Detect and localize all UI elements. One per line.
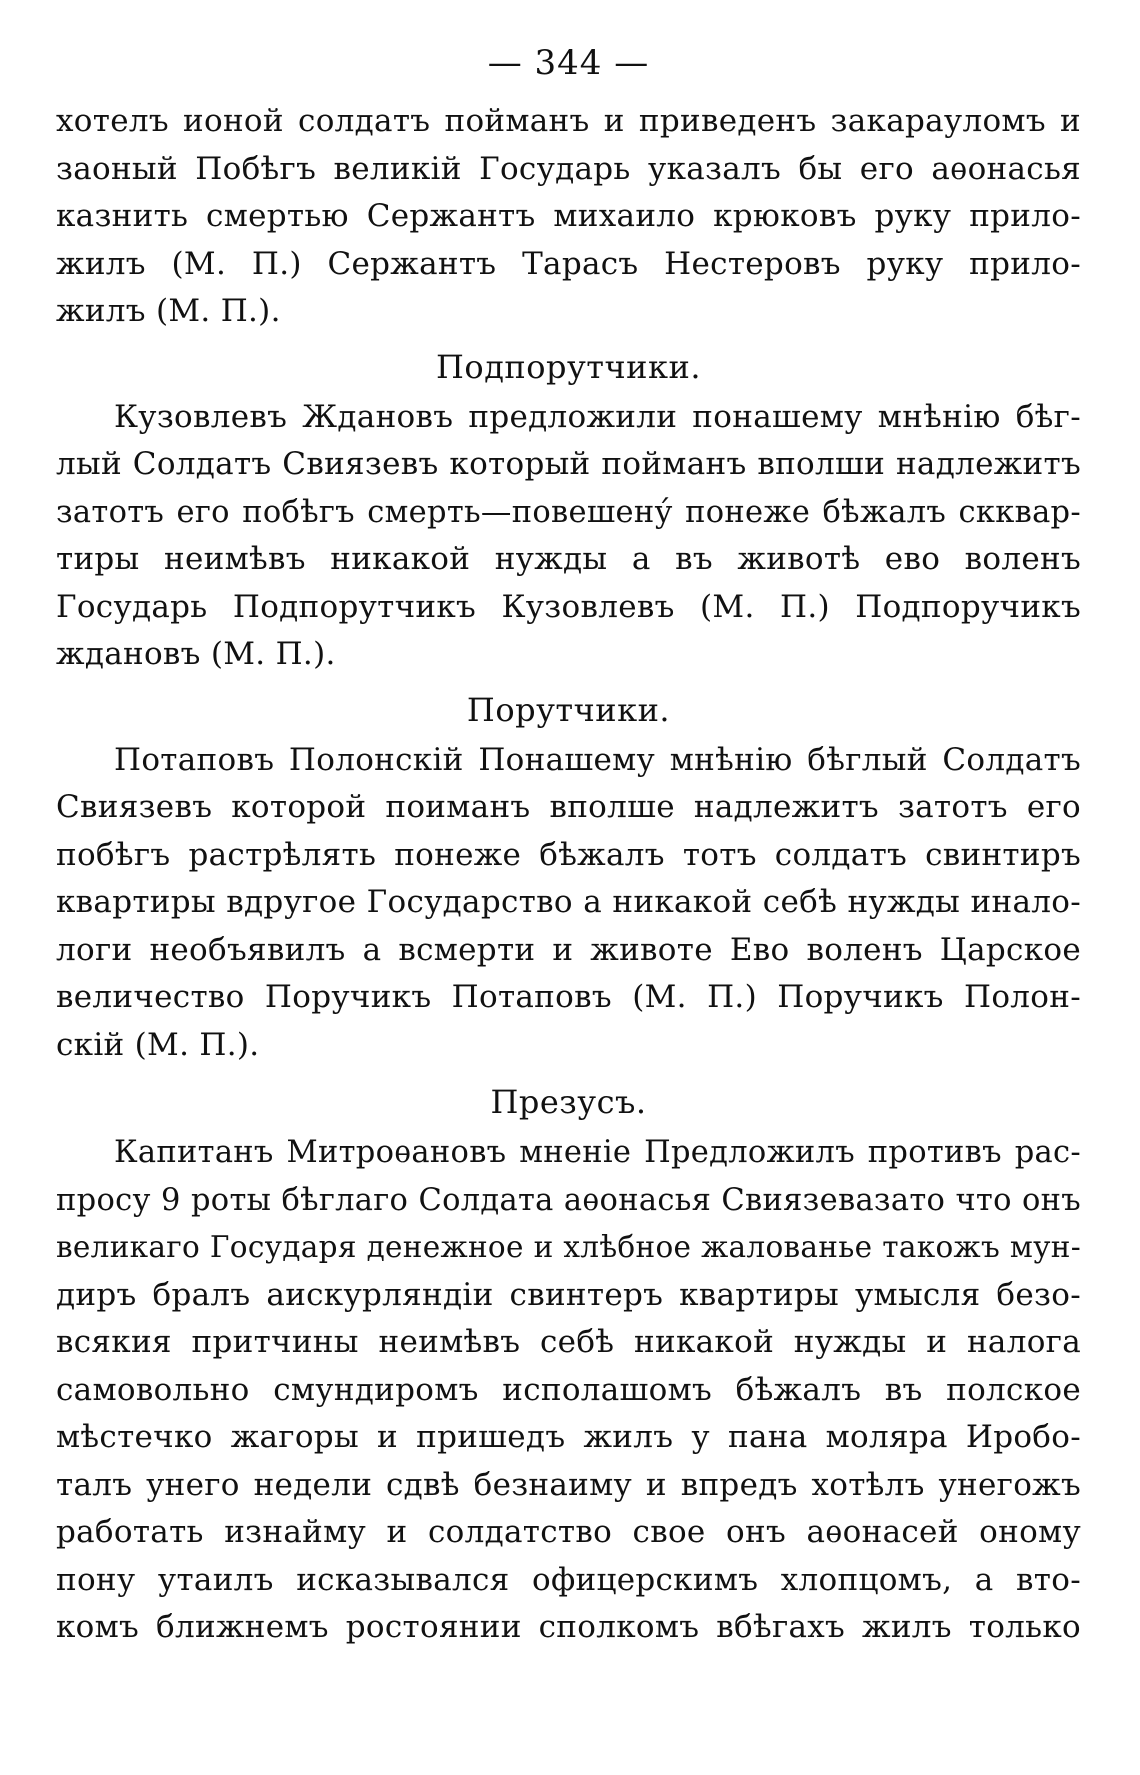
text-line: ждановъ (М. П.). [56, 636, 336, 672]
text-line: жилъ (М. П.) Сержантъ Тарасъ Нестеровъ руку прило- [56, 245, 1081, 282]
text-line: величество Поручикъ Потаповъ (М. П.) Поручикъ Полон- [56, 979, 1081, 1015]
text-line: лый Солдатъ Свиязевъ который пойманъ вполши надлежитъ [56, 446, 1081, 482]
page-number: — 344 — [487, 43, 650, 83]
text-line: тиры неимѣвъ никакой нужды а въ животѣ ево воленъ [56, 541, 1081, 577]
text-line: скій (М. П.). [56, 1026, 260, 1063]
text-line: Государь Подпорутчикъ Кузовлевъ (М. П.) Подпоручикъ [56, 588, 1081, 625]
text-line: квартиры вдругое Государство а никакой себѣ нужды инало- [56, 884, 1081, 920]
text-line: казнить смертью Сержантъ михаило крюковъ руку прило- [56, 198, 1081, 234]
text-line: жилъ (М. П.). [56, 293, 281, 329]
text-line: великаго Государя денежное и хлѣбное жалованье такожъ мун- [56, 1230, 1081, 1264]
text-line: комъ ближнемъ ростоянии сполкомъ вбѣгахъ жилъ только [56, 1609, 1081, 1645]
text-line: пону утаилъ исказывался офицерскимъ хлопцомъ, а вто- [56, 1561, 1081, 1598]
paragraph-continuation [56, 98, 1081, 336]
section-heading: Подпорутчики. [436, 347, 701, 386]
text-line: работать изнайму и солдатство свое онъ аѳонасей оному [56, 1514, 1081, 1550]
text-line: хотелъ ионой солдатъ пойманъ и приведенъ закарауломъ и [56, 103, 1081, 139]
page [56, 40, 1081, 1740]
text-line: самовольно смундиромъ исполашомъ бѣжалъ въ полское [56, 1371, 1081, 1408]
paragraph [56, 1129, 1081, 1652]
text-line: заоный Побѣгъ великій Государь указалъ бы его аѳонасья [56, 150, 1081, 187]
text-line: Капитанъ Митроѳановъ мненіе Предложилъ противъ рас- [114, 1135, 1081, 1170]
text-line: побѣгъ растрѣлять понеже бѣжалъ тотъ солдатъ свинтиръ [56, 836, 1081, 873]
text-line: Кузовлевъ Ждановъ предложили понашему мнѣнію бѣг- [114, 398, 1081, 435]
text-line: просу 9 роты бѣглаго Солдата аѳонасья Свиязевазато что онъ [56, 1182, 1081, 1218]
paragraph [56, 737, 1081, 1070]
text-line: Потаповъ Полонскій Понашему мнѣнію бѣглый Солдатъ [114, 741, 1081, 778]
text-line: затотъ его побѣгъ смерть—повешену́ понеже бѣжалъ скквар- [56, 494, 1081, 530]
text-line: талъ унего недели сдвѣ безнаиму и впредъ хотѣлъ унегожъ [56, 1466, 1081, 1503]
paragraph [56, 394, 1081, 679]
section-heading: Презусъ. [490, 1083, 647, 1121]
text-line: логи необъявилъ а всмерти и животе Ево воленъ Царское [56, 931, 1081, 968]
text-line: всякия притчины неимѣвъ себѣ никакой нужды и налога [56, 1324, 1081, 1360]
text-line: Свиязевъ которой поиманъ вполше надлежитъ затотъ его [56, 789, 1081, 825]
section-heading: Порутчики. [466, 690, 671, 729]
text-line: мѣстечко жагоры и пришедъ жилъ у пана моляра Иробо- [56, 1419, 1081, 1455]
text-line: диръ бралъ аискурляндіи свинтеръ квартиры умысля безо- [56, 1276, 1081, 1313]
